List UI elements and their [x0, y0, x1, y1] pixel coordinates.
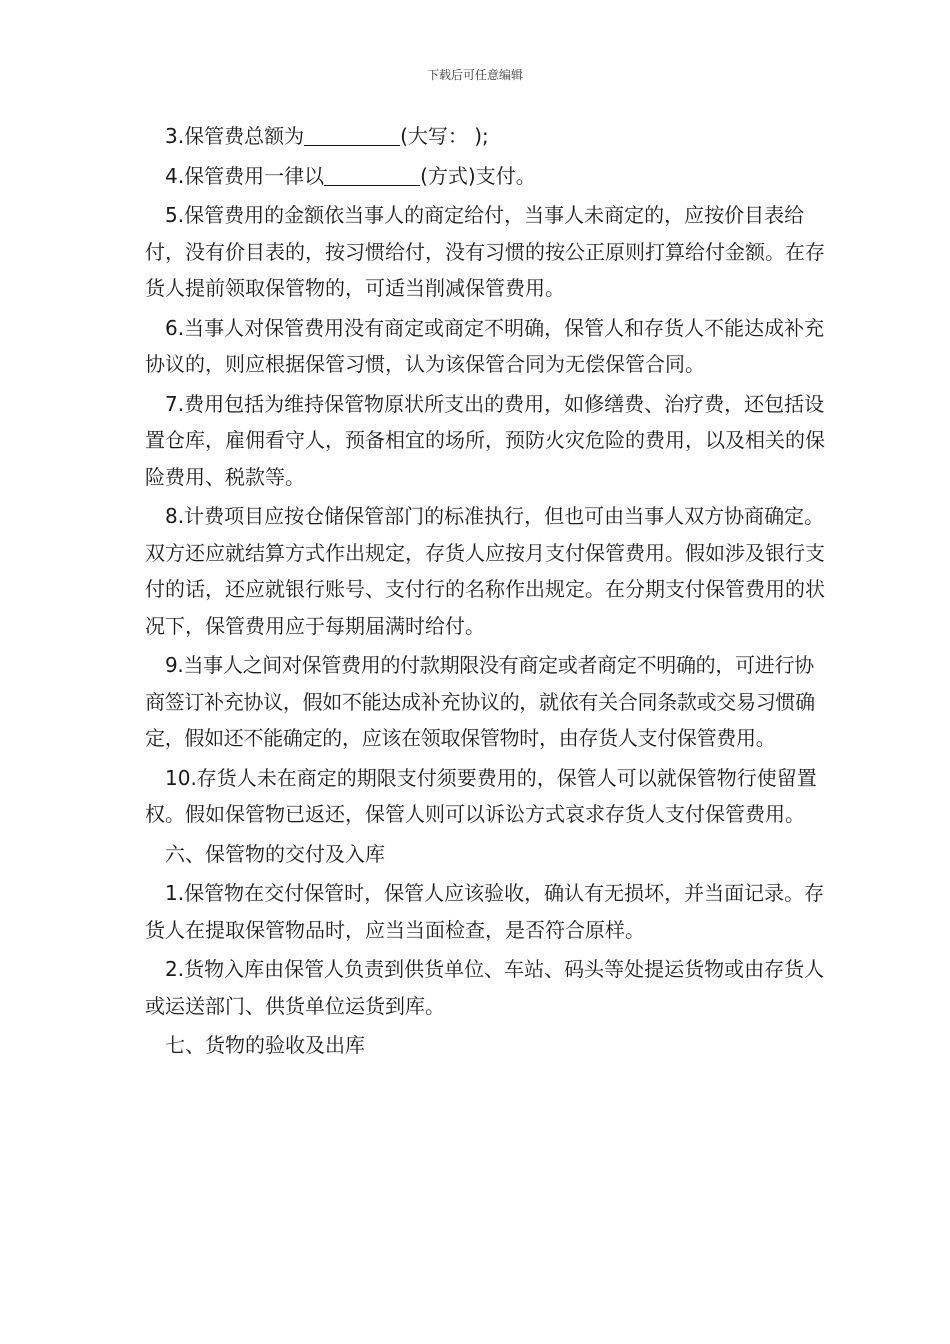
clause-6: 6.当事人对保管费用没有商定或商定不明确，保管人和存货人不能达成补充协议的，则应根据保管习惯，认为该保管合同为无偿保管合同。	[145, 315, 825, 376]
clause-3-suffix: (大写： );	[400, 124, 489, 148]
clause-9: 9.当事人之间对保管费用的付款期限没有商定或者商定不明确的，可进行协商签订补充协议，假如不能达成补充协议的，就依有关合同条款或交易习惯确定，假如还不能确定的，应该在领取保管物时，由存货人支付保管费用。	[145, 653, 815, 750]
clause-4	[145, 158, 825, 195]
section-6-clause-1: 1.保管物在交付保管时，保管人应该验收，确认有无损坏，并当面记录。存货人在提取保管物品时，应当当面检查，是否符合原样。	[145, 881, 825, 942]
clause-3-label: 3.保管费总额为	[165, 124, 305, 148]
clause-5: 5.保管费用的金额依当事人的商定给付，当事人未商定的，应按价目表给付，没有价目表的，按习惯给付，没有习惯的按公正原则打算给付金额。在存货人提前领取保管物的，可适当削减保管费用。	[145, 203, 825, 300]
section-6-clause-2: 2.货物入库由保管人负责到供货单位、车站、码头等处提运货物或由存货人或运送部门、供货单位运货到库。	[145, 957, 825, 1018]
page-header: 下载后可任意编辑	[426, 68, 523, 82]
section-6-heading: 六、保管物的交付及入库	[165, 841, 385, 866]
clause-10: 10.存货人未在商定的期限支付须要费用的，保管人可以就保管物行使留置权。假如保管物已返还，保管人则可以诉讼方式哀求存货人支付保管费用。	[145, 765, 817, 826]
clause-3	[145, 118, 825, 155]
clause-4-label: 4.保管费用一律以	[165, 163, 325, 188]
clause-8: 8.计费项目应按仓储保管部门的标准执行，但也可由当事人双方协商确定。双方还应就结算方式作出规定，存货人应按月支付保管费用。假如涉及银行支付的话，还应就银行账号、支付行的名称作出规定。在分期支付保管费用的状况下，保管费用应于每期届满时给付。	[145, 504, 825, 638]
fill-in-blank-amount[interactable]	[304, 123, 400, 146]
clause-4-suffix: (方式)支付。	[420, 163, 536, 188]
clause-7: 7.费用包括为维持保管物原状所支出的费用，如修缮费、治疗费，还包括设置仓库，雇佣看守人，预备相宜的场所，预防火灾危险的费用，以及相关的保险费用、税款等。	[145, 391, 825, 489]
document-body	[145, 118, 825, 1067]
section-7-heading: 七、货物的验收及出库	[165, 1033, 365, 1057]
fill-in-blank-method[interactable]	[324, 163, 420, 186]
